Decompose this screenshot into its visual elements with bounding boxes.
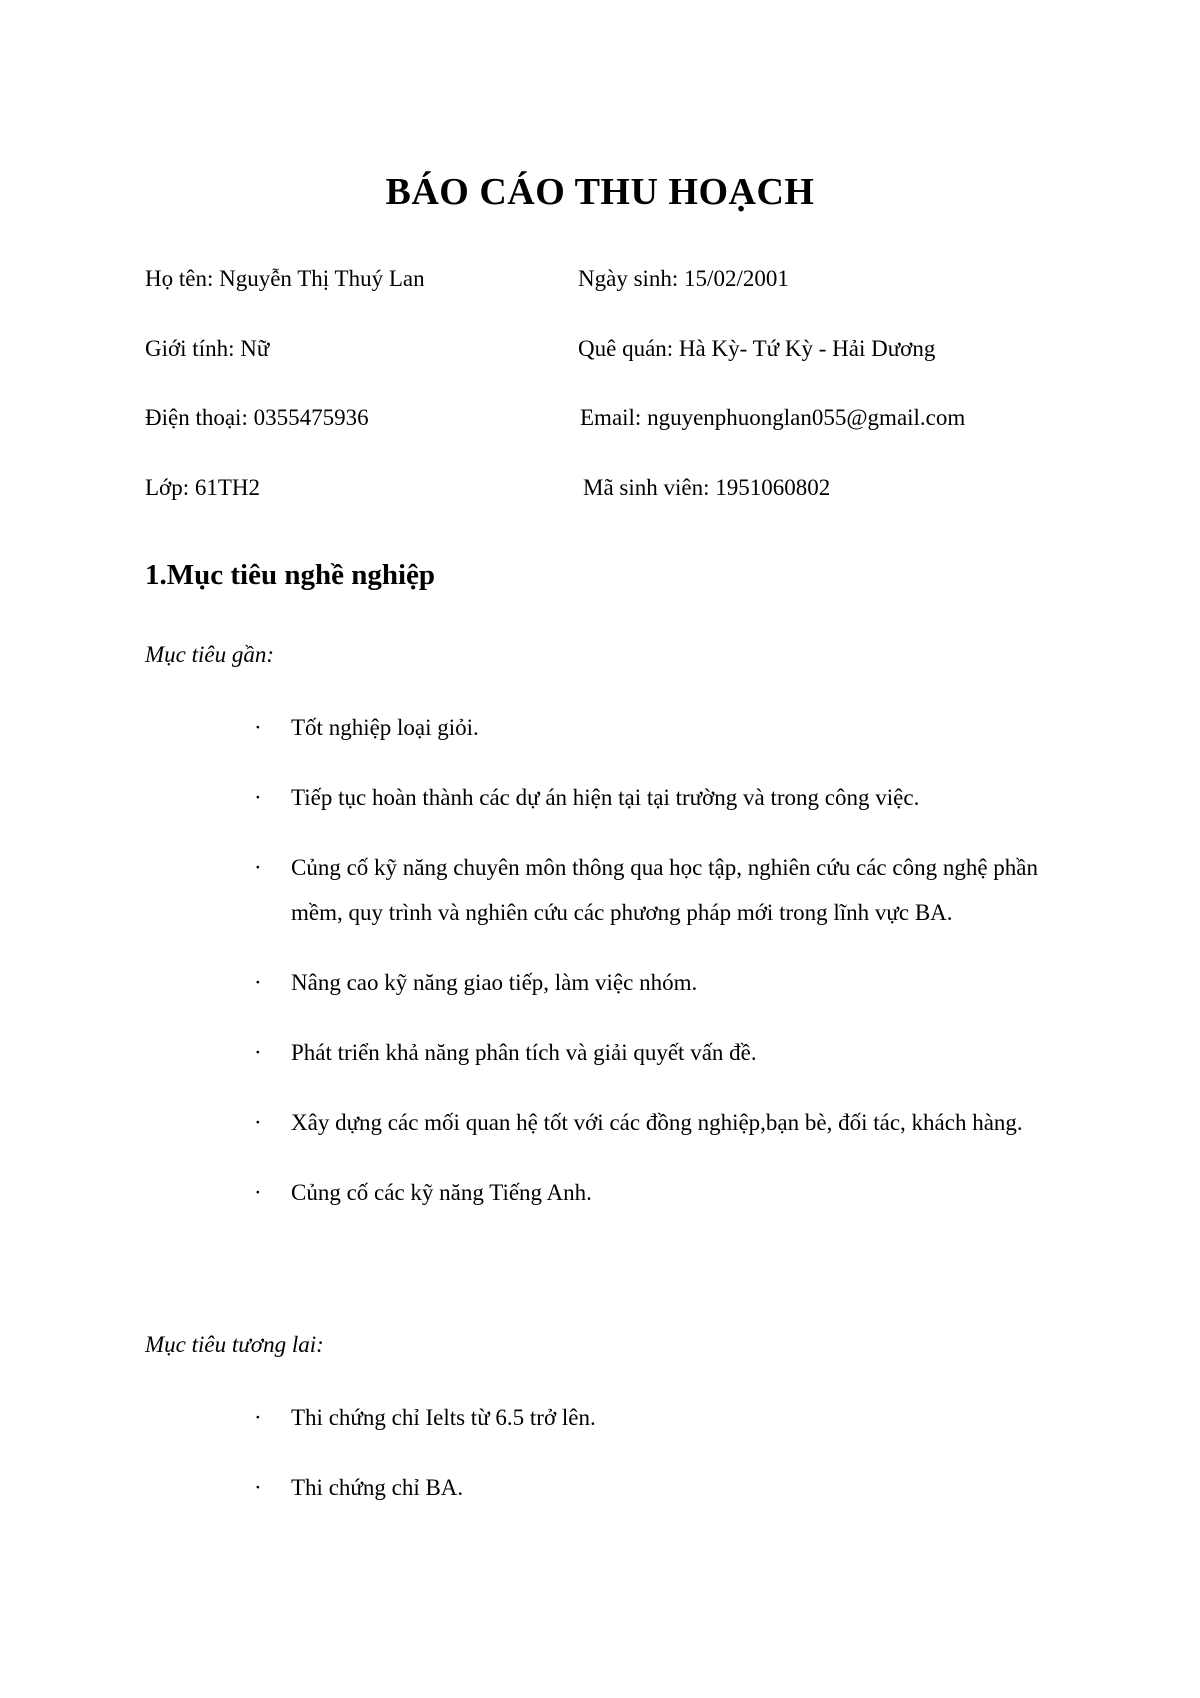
bullet-icon: · [254,1040,262,1065]
subheading-near-goals: Mục tiêu gần: [145,642,275,667]
list-item-text: Xây dựng các mối quan hệ tốt với các đồng nghiệp,bạn bè, đối tác, khách hàng. [291,1110,1023,1135]
list-item-text: Phát triển khả năng phân tích và giải quyết vấn đề. [291,1040,757,1065]
bullet-icon: · [254,1475,262,1500]
list-item [0,775,1041,820]
list-item-text: Thi chứng chỉ BA. [291,1475,464,1500]
list-item-text: Tiếp tục hoàn thành các dự án hiện tại tại trường và trong công việc. [291,785,920,810]
subheading-future-goals: Mục tiêu tương lai: [145,1332,324,1357]
bullet-icon: · [254,1110,262,1135]
info-email: Email: nguyenphuonglan055@gmail.com [580,405,966,430]
list-item [0,845,1041,935]
info-gender: Giới tính: Nữ [145,336,270,361]
bullet-icon: · [254,715,262,740]
list-item [0,1100,1041,1145]
list-item-text: Nâng cao kỹ năng giao tiếp, làm việc nhóm. [291,970,698,995]
list-item [0,1465,1041,1510]
list-item [0,1395,1041,1440]
list-item-text: Tốt nghiệp loại giỏi. [291,715,479,740]
info-name: Họ tên: Nguyễn Thị Thuý Lan [145,266,425,291]
bullet-icon: · [254,855,262,880]
info-class: Lớp: 61TH2 [145,475,261,500]
list-item [0,705,1041,750]
document-title: BÁO CÁO THU HOẠCH [385,171,815,213]
list-item-text: Củng cố kỹ năng chuyên môn thông qua học tập, nghiên cứu các công nghệ phần mềm, quy trình và nghiên cứu các phương pháp mới trong lĩnh vực BA. [291,855,1038,925]
future-goals-list [0,1395,1200,1535]
bullet-icon: · [254,785,262,810]
section-heading-career-goals: 1.Mục tiêu nghề nghiệp [145,559,436,591]
list-item [0,1030,1041,1075]
list-item-text: Thi chứng chỉ Ielts từ 6.5 trở lên. [291,1405,596,1430]
bullet-icon: · [254,1405,262,1430]
bullet-icon: · [254,970,262,995]
info-dob: Ngày sinh: 15/02/2001 [578,266,789,291]
list-item [0,1170,1041,1215]
info-student-id: Mã sinh viên: 1951060802 [583,475,831,500]
bullet-icon: · [254,1180,262,1205]
info-phone: Điện thoại: 0355475936 [145,405,369,430]
list-item-text: Củng cố các kỹ năng Tiếng Anh. [291,1180,592,1205]
info-hometown: Quê quán: Hà Kỳ- Tứ Kỳ - Hải Dương [578,336,936,361]
near-goals-list [0,705,1200,1240]
list-item [0,960,1041,1005]
